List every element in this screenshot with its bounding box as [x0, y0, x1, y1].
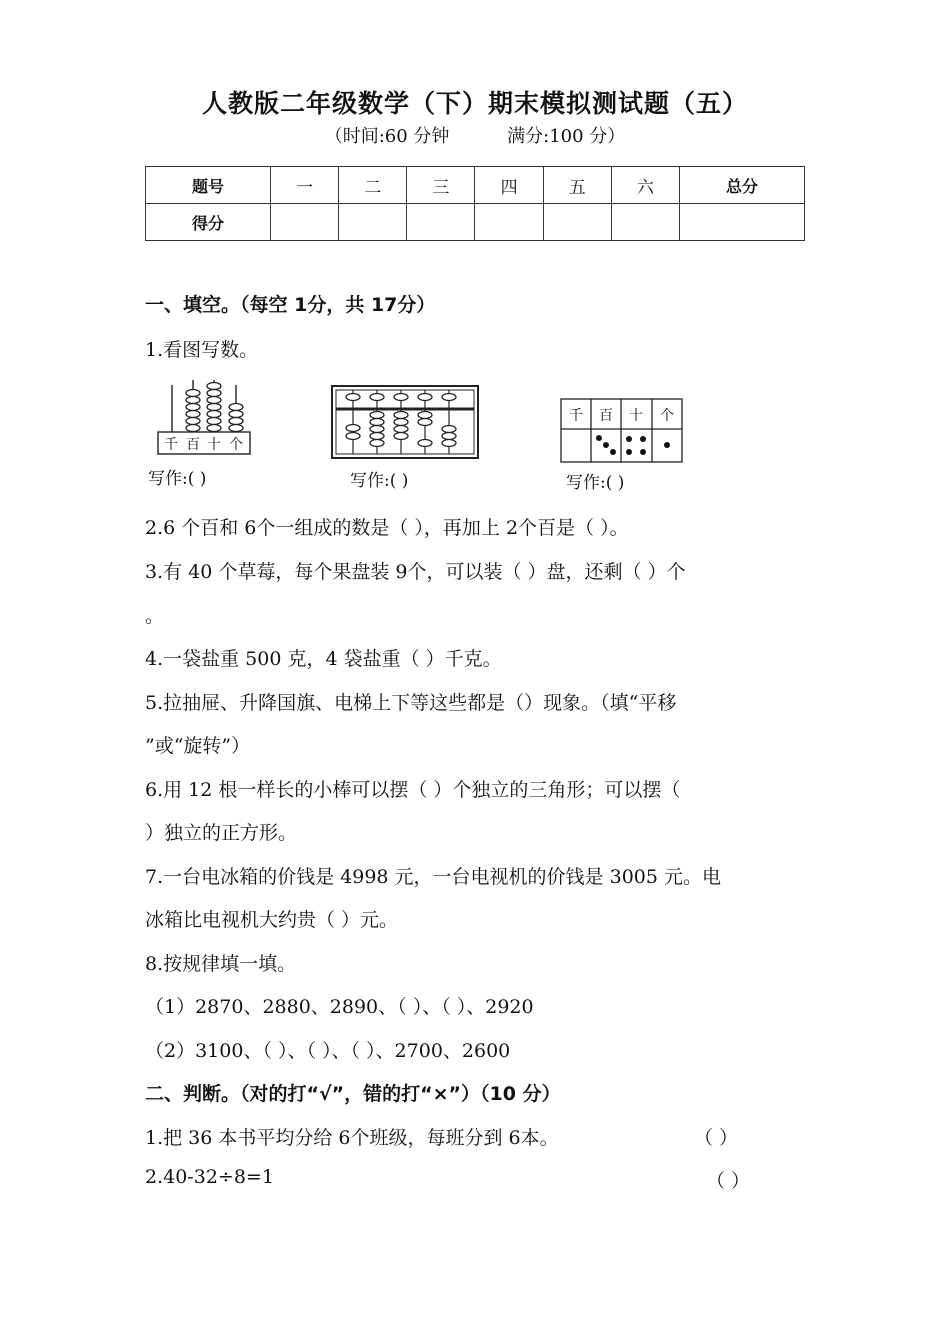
score-header-cell: 三 — [407, 167, 475, 204]
section-2-heading: 二、判断。（对的打“√”，错的打“×”）（10 分） — [145, 1083, 561, 1105]
question-2: 2.6 个百和 6个一组成的数是（ ），再加上 2个百是（ ）。 — [145, 517, 629, 539]
suanpan-figure — [330, 384, 480, 460]
score-table — [145, 166, 805, 241]
score-cell[interactable] — [475, 204, 543, 241]
question-6: 6.用 12 根一样长的小棒可以摆（ ）个独立的三角形；可以摆（ — [145, 779, 681, 801]
abacus-label: 十 — [207, 437, 221, 453]
question-1: 1.看图写数。 — [145, 339, 259, 361]
score-table-score-row — [146, 204, 805, 241]
judge-question-1: 1.把 36 本书平均分给 6个班级，每班分到 6本。 — [145, 1127, 559, 1149]
score-cell[interactable] — [543, 204, 611, 241]
question-6-cont: ）独立的正方形。 — [145, 822, 298, 844]
exam-info — [0, 122, 950, 148]
question-5: 5.拉抽屉、升降国旗、电梯上下等这些都是（）现象。（填“平移 — [145, 692, 677, 714]
score-header-cell: 五 — [543, 167, 611, 204]
judge-answer-2[interactable]: （ ） — [706, 1170, 751, 1192]
score-cell[interactable] — [407, 204, 475, 241]
write-answer-2: 写作:( ) — [350, 471, 409, 491]
question-8-2: （2）3100、（ ）、（ ）、（ ）、2700、2600 — [145, 1040, 511, 1062]
score-header-cell: 二 — [339, 167, 407, 204]
exam-full-score: 满分:100 分） — [507, 126, 626, 147]
question-8: 8.按规律填一填。 — [145, 953, 297, 975]
score-header-cell: 题号 — [146, 167, 271, 204]
score-cell[interactable] — [271, 204, 339, 241]
write-answer-3: 写作:( ) — [566, 473, 625, 493]
place-value-grid-figure — [560, 398, 684, 464]
abacus-label: 个 — [229, 437, 243, 453]
score-header-cell: 一 — [271, 167, 339, 204]
score-header-cell: 四 — [475, 167, 543, 204]
section-1-heading: 一、填空。（每空 1分，共 17分） — [145, 294, 436, 316]
page-title: 人教版二年级数学（下）期末模拟测试题（五） — [201, 89, 748, 118]
judge-answer-1[interactable]: （ ） — [694, 1127, 739, 1149]
grid-label: 百 — [599, 408, 613, 424]
question-4: 4.一袋盐重 500 克，4 袋盐重（ ）千克。 — [145, 648, 502, 670]
grid-label: 千 — [569, 408, 583, 424]
abacus-label: 百 — [186, 437, 200, 453]
question-7-cont: 冰箱比电视机大约贵（ ）元。 — [145, 909, 399, 931]
score-table-header-row — [146, 167, 805, 204]
write-answer-1: 写作:( ) — [148, 469, 207, 489]
judge-question-2: 2.40-32÷8=1 — [145, 1166, 274, 1188]
score-cell[interactable] — [611, 204, 679, 241]
question-3-cont: 。 — [145, 605, 165, 627]
grid-label: 个 — [660, 408, 674, 424]
question-3: 3.有 40 个草莓，每个果盘装 9个，可以装（ ）盘，还剩（ ）个 — [145, 561, 686, 583]
question-8-1: （1）2870、2880、2890、（ ）、（ ）、2920 — [145, 996, 534, 1018]
question-7: 7.一台电冰箱的价钱是 4998 元，一台电视机的价钱是 3005 元。电 — [145, 866, 721, 888]
grid-label: 十 — [629, 408, 643, 424]
abacus-label: 千 — [164, 437, 178, 453]
exam-time: （时间:60 分钟 — [324, 126, 450, 147]
score-cell[interactable] — [679, 204, 804, 241]
score-header-cell: 六 — [611, 167, 679, 204]
score-row-label: 得分 — [146, 204, 271, 241]
abacus-figure — [150, 370, 275, 460]
score-cell[interactable] — [339, 204, 407, 241]
score-header-cell: 总分 — [679, 167, 804, 204]
question-5-cont: ”或“旋转”） — [145, 735, 251, 757]
